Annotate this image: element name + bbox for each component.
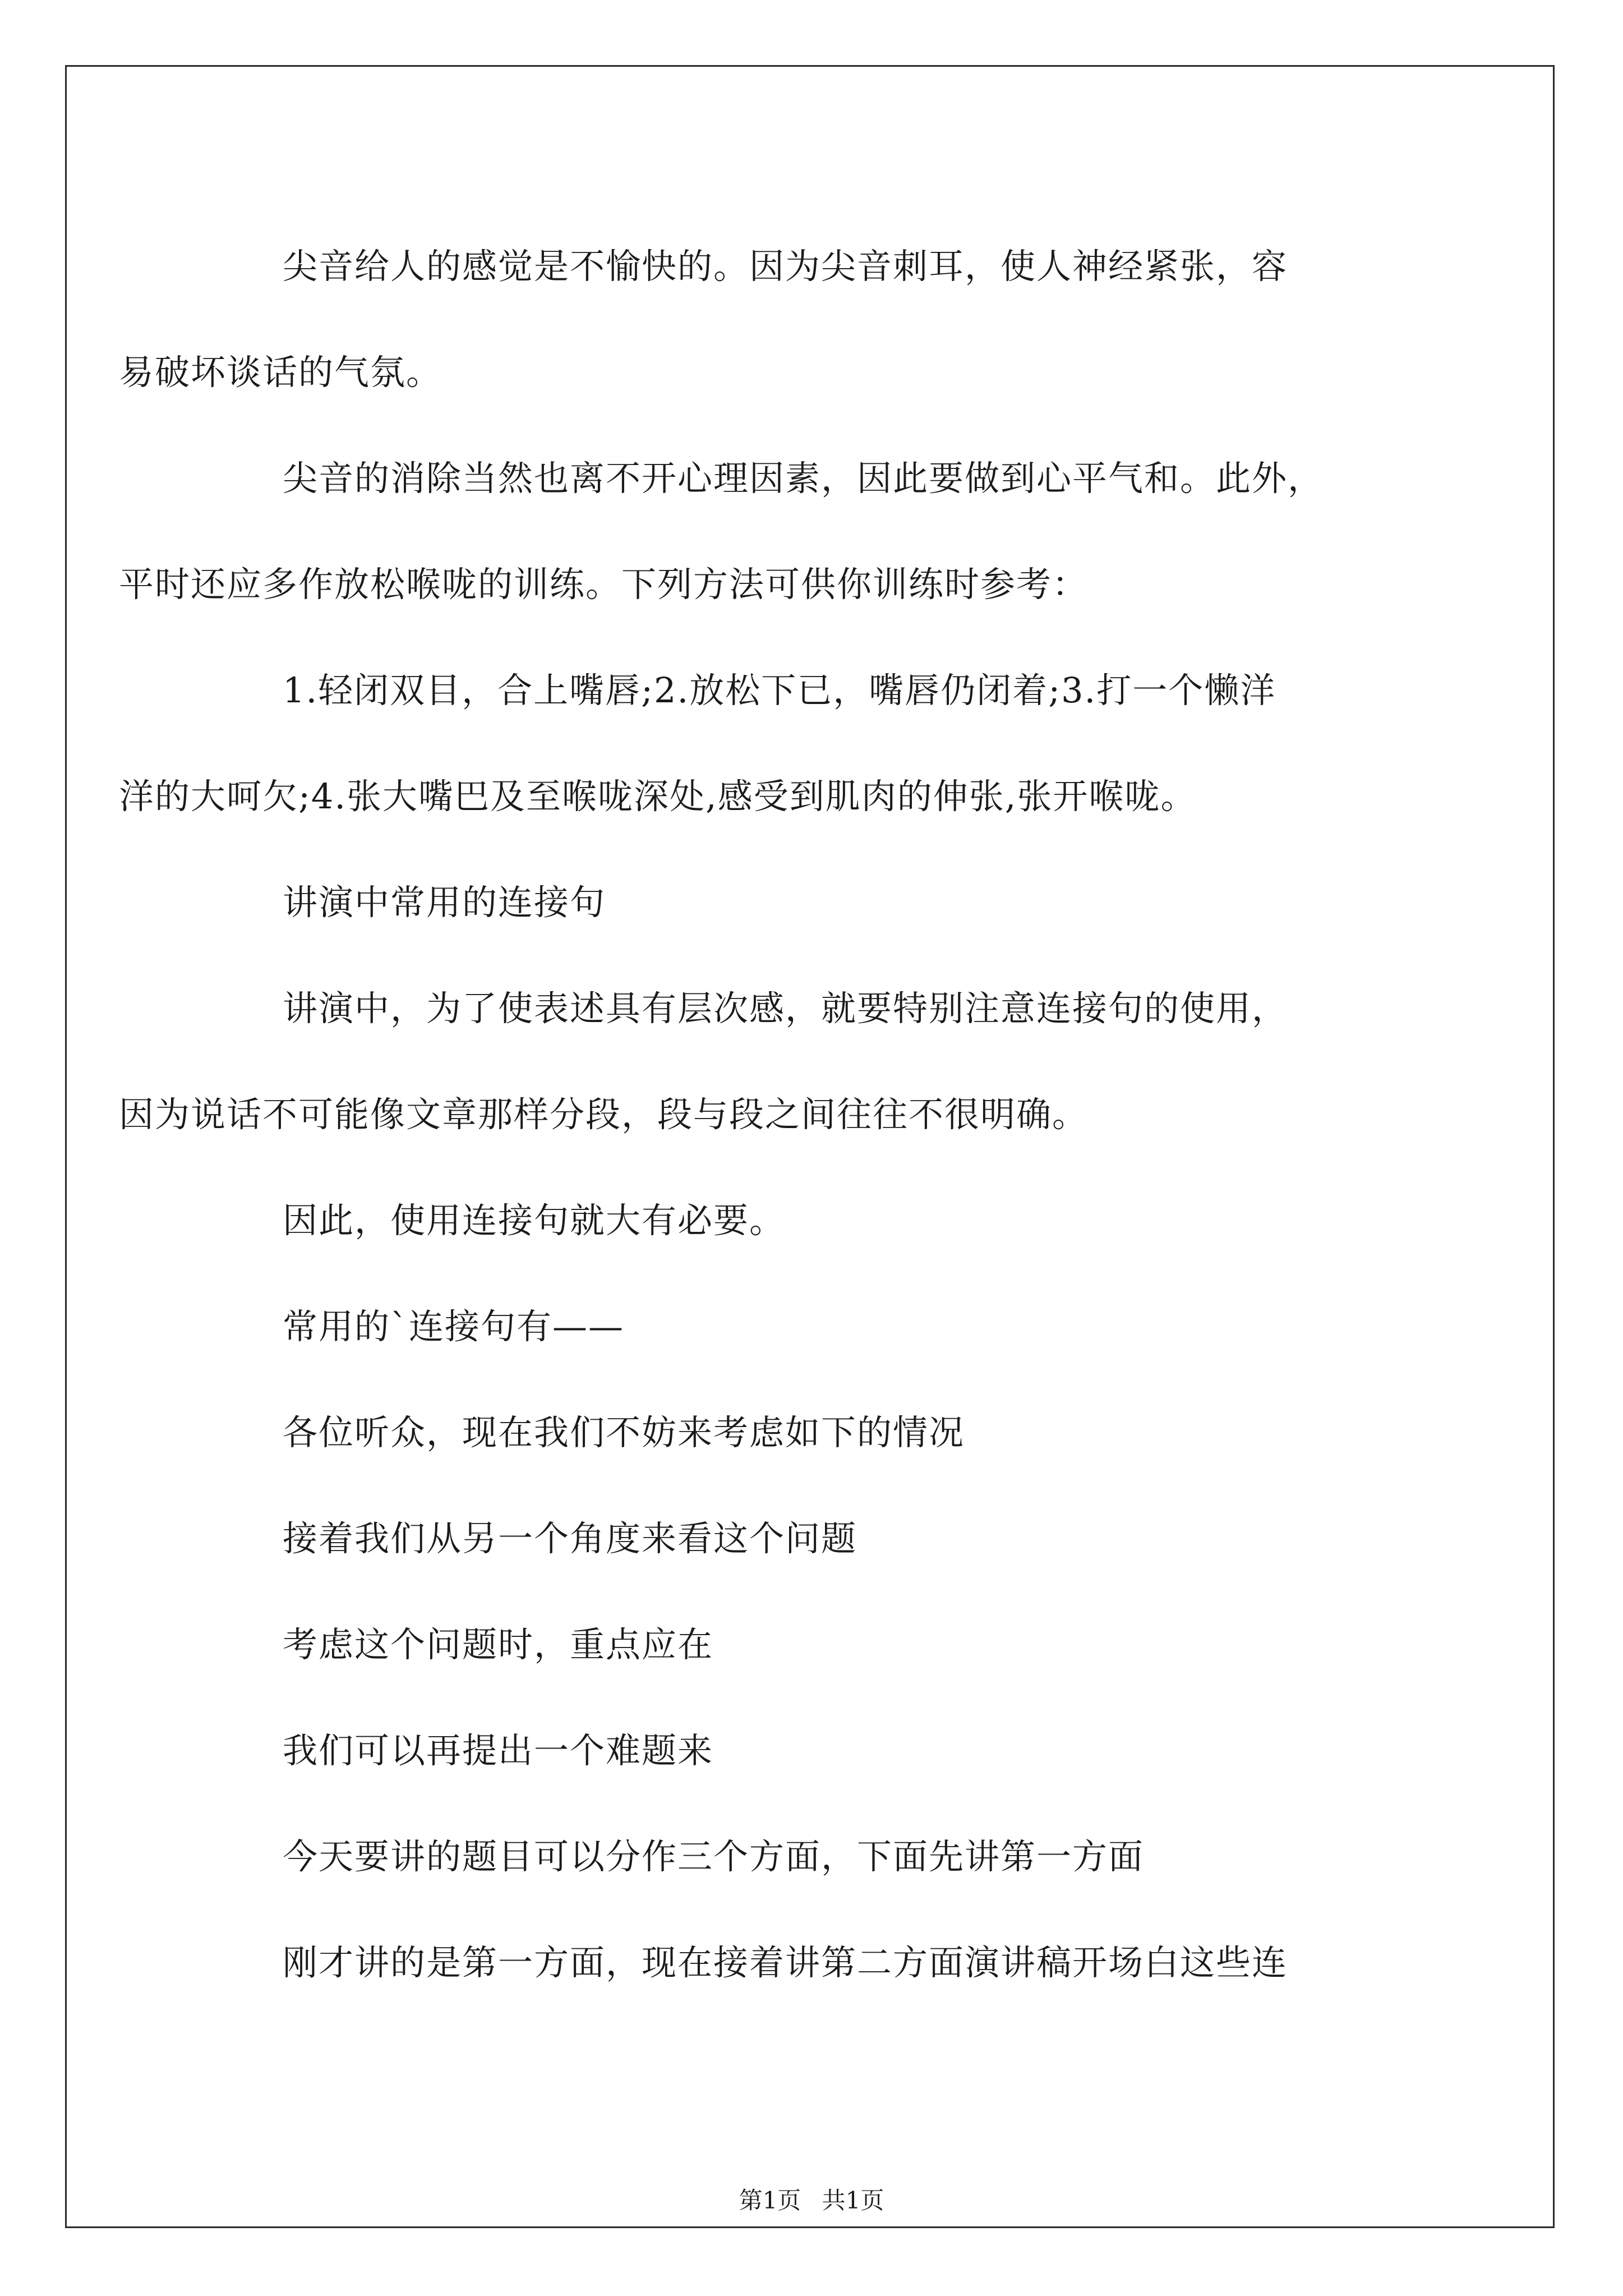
paragraph	[201, 1910, 1423, 2016]
paragraph	[119, 637, 1423, 849]
paragraph-line: 考虑这个问题时，重点应在	[283, 1624, 714, 1665]
paragraph-line: 讲演中常用的连接句	[283, 882, 606, 923]
paragraph	[201, 1379, 1423, 1485]
paragraph	[119, 425, 1423, 637]
paragraph-line: 今天要讲的题目可以分作三个方面，下面先讲第一方面	[283, 1836, 1145, 1877]
page-total: 共1页	[822, 2187, 884, 2214]
paragraph-line: 讲演中，为了使表述具有层次感，就要特别注意连接句的使用，	[283, 988, 1288, 1029]
paragraph	[201, 1273, 1423, 1379]
paragraph-line: 接着我们从另一个角度来看这个问题	[283, 1518, 857, 1559]
paragraph-line: 我们可以再提出一个难题来	[283, 1730, 714, 1771]
document-body	[119, 213, 1423, 2016]
page-number: 第1页	[739, 2187, 801, 2214]
paragraph-line: 平时还应多作放松喉咙的训练。下列方法可供你训练时参考：	[119, 564, 1089, 605]
paragraph-line: 尖音给人的感觉是不愉快的。因为尖音刺耳，使人神经紧张，容	[283, 246, 1288, 287]
paragraph	[201, 1485, 1423, 1591]
paragraph	[119, 213, 1423, 425]
paragraph-line: 因此，使用连接句就大有必要。	[283, 1200, 786, 1241]
paragraph-line: 各位听众，现在我们不妨来考虑如下的情况	[283, 1412, 965, 1453]
paragraph-line: 常用的`连接句有——	[283, 1306, 625, 1347]
paragraph	[119, 955, 1423, 1167]
paragraph	[201, 1697, 1423, 1803]
paragraph-line: 1.轻闭双目，合上嘴唇;2.放松下已，嘴唇仍闭着;3.打一个懒洋	[283, 670, 1276, 711]
paragraph-line: 刚才讲的是第一方面，现在接着讲第二方面演讲稿开场白这些连	[283, 1942, 1288, 1983]
paragraph-line: 洋的大呵欠;4.张大嘴巴及至喉咙深处,感受到肌肉的伸张,张开喉咙。	[119, 776, 1197, 817]
paragraph-line: 因为说话不可能像文章那样分段，段与段之间往往不很明确。	[119, 1094, 1089, 1135]
page-footer	[0, 2182, 1623, 2216]
paragraph	[201, 1167, 1423, 1273]
section-heading	[201, 849, 1423, 955]
paragraph	[201, 1591, 1423, 1697]
paragraph-line: 尖音的消除当然也离不开心理因素，因此要做到心平气和。此外，	[283, 458, 1324, 499]
paragraph-line: 易破坏谈话的气氛。	[119, 352, 442, 393]
paragraph	[201, 1803, 1423, 1910]
